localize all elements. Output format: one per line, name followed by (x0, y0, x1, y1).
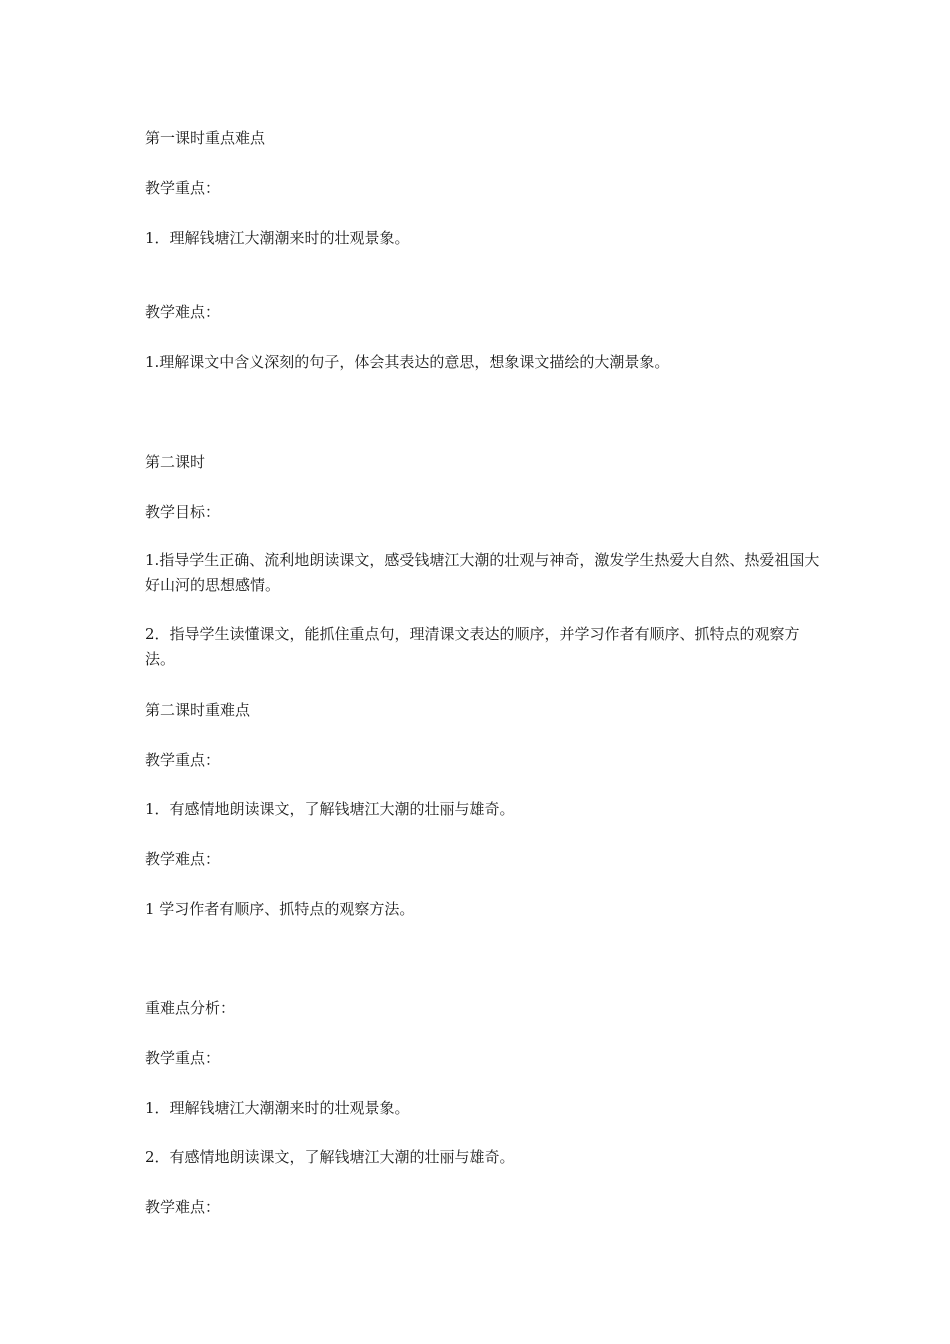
lesson2-focus-item-1: 1．有感情地朗读课文，了解钱塘江大潮的壮丽与雄奇。 (145, 800, 515, 818)
lesson2-focus-label: 教学重点： (145, 751, 221, 769)
lesson2-heading: 第二课时 (145, 453, 206, 471)
lesson2-goals-label: 教学目标： (145, 503, 221, 521)
analysis-focus-label: 教学重点： (145, 1049, 221, 1067)
lesson1-focus-item-1: 1．理解钱塘江大潮潮来时的壮观景象。 (145, 229, 410, 247)
analysis-difficulty-label: 教学难点： (145, 1198, 221, 1216)
lesson1-focus-label: 教学重点： (145, 179, 221, 197)
lesson1-difficulty-label: 教学难点： (145, 303, 221, 321)
lesson2-difficulty-item-1: 1 学习作者有顺序、抓特点的观察方法。 (145, 900, 415, 918)
lesson1-difficulty-item-1: 1.理解课文中含义深刻的句子，体会其表达的意思，想象课文描绘的大潮景象。 (145, 353, 670, 371)
lesson2-goal-2: 2．指导学生读懂课文，能抓住重点句，理清课文表达的顺序，并学习作者有顺序、抓特点的观察方法。 (145, 625, 800, 668)
lesson2-difficulty-label: 教学难点： (145, 850, 221, 868)
lesson2-keypoints-heading: 第二课时重难点 (145, 701, 251, 719)
analysis-focus-item-2: 2．有感情地朗读课文，了解钱塘江大潮的壮丽与雄奇。 (145, 1148, 515, 1166)
lesson2-goal-1: 1.指导学生正确、流利地朗读课文，感受钱塘江大潮的壮观与神奇，激发学生热爱大自然、热爱祖国大好山河的思想感情。 (145, 551, 820, 594)
analysis-heading: 重难点分析： (145, 999, 236, 1017)
lesson1-keypoints-heading: 第一课时重点难点 (145, 129, 266, 147)
analysis-focus-item-1: 1．理解钱塘江大潮潮来时的壮观景象。 (145, 1099, 410, 1117)
